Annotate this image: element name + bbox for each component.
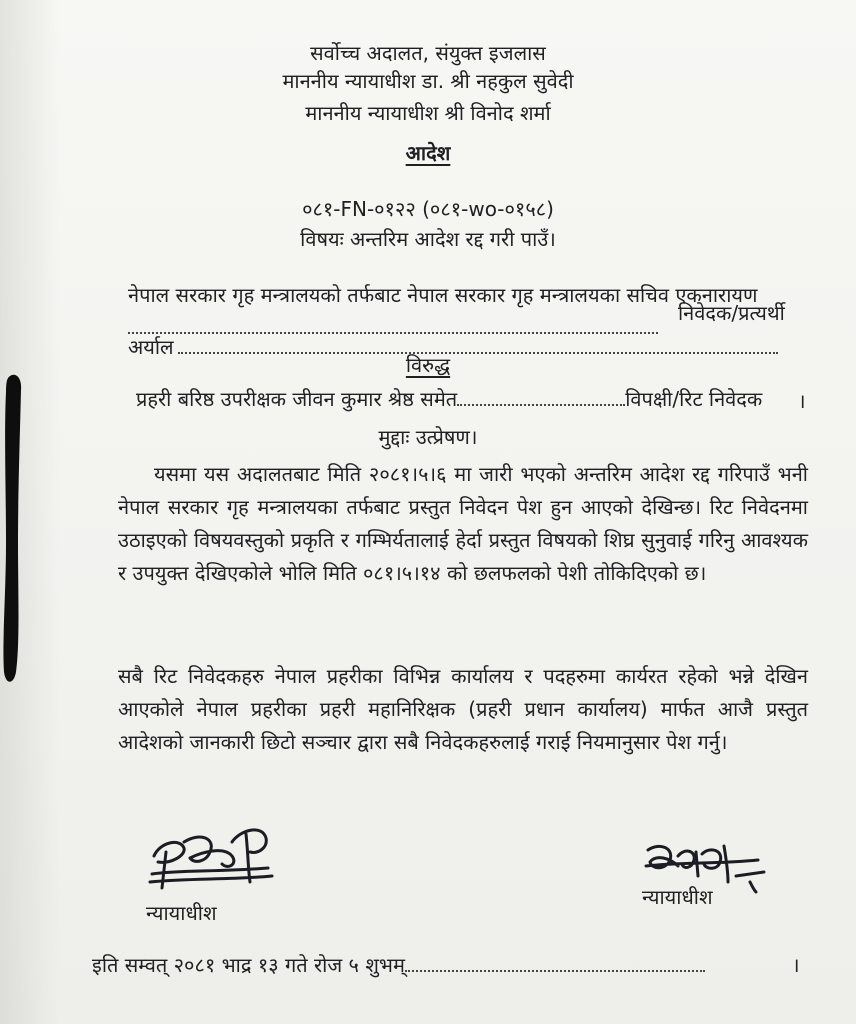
- left-judge-signature: [140, 812, 280, 896]
- case-subject: विषयः अन्तरिम आदेश रद्द गरी पाउँ।: [300, 227, 556, 251]
- dotted-leader: [457, 386, 625, 406]
- order-paragraph-2: सबै रिट निवेदकहरु नेपाल प्रहरीका विभिन्न कार्यालय र पदहरुमा कार्यरत रहेको भन्ने देखिन आएकोले नेपाल प्रहरीका प्रहरी महानिरिक्षक (प्रहरी प्रधान कार्यालय) मार्फत आजै प्रस्तुत आदेशको जानकारी छिटो सञ्चार द्वारा सबै निवेदकहरुलाई गराई नियमानुसार पेश गर्नु।: [118, 664, 808, 754]
- judge-name-1: माननीय न्यायाधीश डा. श्री नहकुल सुवेदी: [282, 69, 574, 93]
- respondent-line: [136, 386, 762, 412]
- versus-heading: विरुद्ध: [405, 353, 451, 377]
- dotted-leader: [178, 334, 778, 354]
- dotted-leader: [128, 314, 658, 334]
- court-name: सर्वोच्च अदालत, संयुक्त इजलास: [310, 41, 546, 65]
- respondent-end-mark: ।: [798, 389, 806, 413]
- case-number: ०८१-FN-०१२२ (०८१-wo-०१५८): [302, 197, 554, 221]
- dotted-leader: [405, 952, 705, 972]
- matter-line: मुद्दाः उत्प्रेषण।: [378, 425, 478, 449]
- judge-name-2: माननीय न्यायाधीश श्री विनोद शर्मा: [305, 101, 551, 125]
- ink-stroke-mark: [2, 372, 26, 688]
- applicant-line-1: नेपाल सरकार गृह मन्त्रालयको तर्फबाट नेपाल सरकार गृह मन्त्रालयका सचिव एकनारायण: [128, 283, 758, 307]
- respondent-name: प्रहरी बरिष्ठ उपरीक्षक जीवन कुमार श्रेष्ठ समेत: [136, 387, 458, 411]
- right-judge-label: न्यायाधीश: [642, 885, 713, 909]
- respondent-role: विपक्षी/रिट निवेदक: [625, 387, 763, 411]
- applicant-role: निवेदक/प्रत्यर्थी: [678, 301, 785, 325]
- closing-text: इति सम्वत् २०८१ भाद्र १३ गते रोज ५ शुभम्: [92, 953, 405, 977]
- applicant-surname: अर्याल: [128, 335, 174, 359]
- closing-end-mark: ।: [792, 953, 800, 977]
- closing-line: [92, 952, 705, 978]
- order-paragraph-1: यसमा यस अदालतबाट मिति २०८१।५।६ मा जारी भएको अन्तरिम आदेश रद्द गरिपाउँ भनी नेपाल सरकार गृह मन्त्रालयका तर्फबाट प्रस्तुत निवेदन पेश हुन आएको देखिन्छ। रिट निवेदनमा उठाइएको विषयवस्तुको प्रकृति र गम्भिर्यतालाई हेर्दा प्रस्तुत विषयको शिघ्र सुनुवाई गरिनु आवश्यक र उपयुक्त देखिएकोले भोलि मिति ०८१।५।१४ को छलफलको पेशी तोकिदिएको छ।: [118, 462, 808, 585]
- left-judge-label: न्यायाधीश: [146, 901, 217, 925]
- order-title: आदेश: [405, 141, 451, 165]
